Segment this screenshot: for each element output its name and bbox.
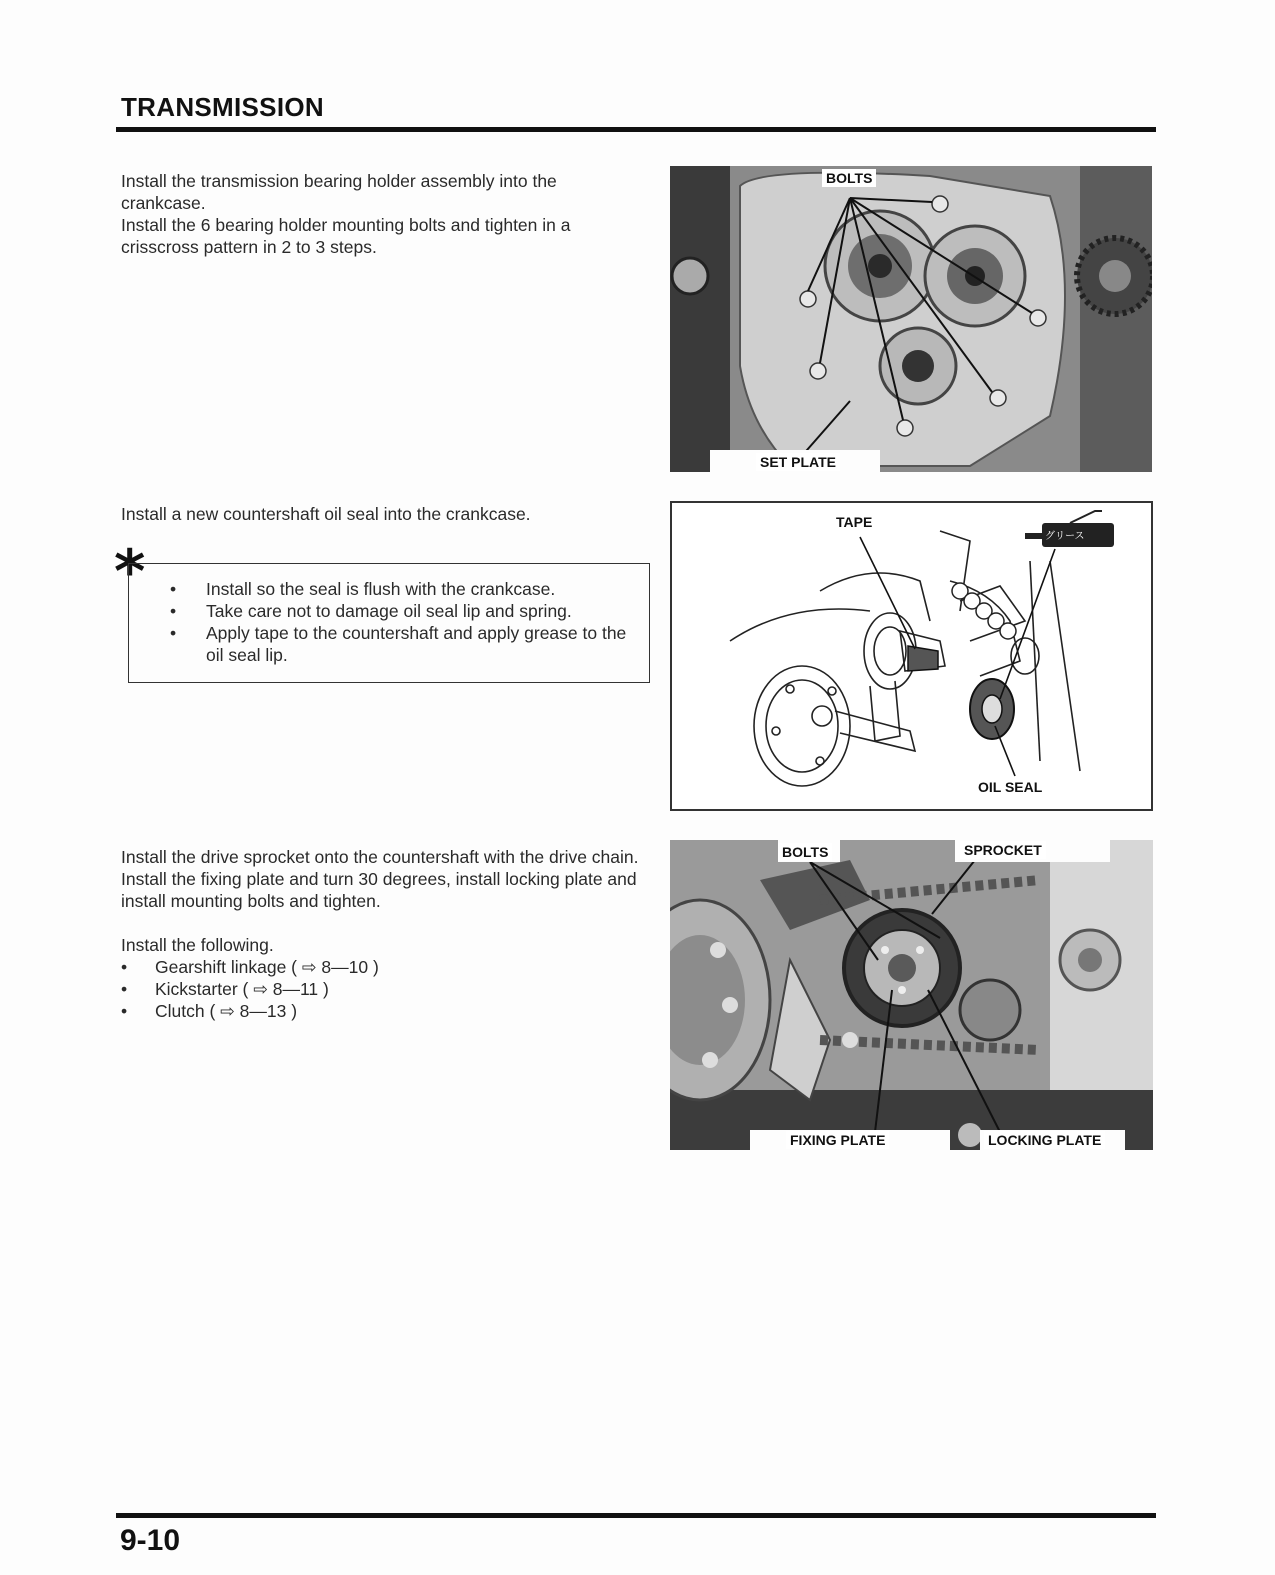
fixing-plate-label: FIXING PLATE xyxy=(786,1131,889,1149)
page-title: TRANSMISSION xyxy=(121,92,324,122)
grease-tube-text: グリース xyxy=(1045,531,1085,542)
section1-line-2: Install the 6 bearing holder mounting bolts and tighten in a crisscross pattern in 2 to 3 steps. xyxy=(121,215,571,257)
list-item: • Gearshift linkage ( ⇨ 8—10 ) xyxy=(121,956,641,978)
bolts-label: BOLTS xyxy=(778,843,832,861)
crankcase-bolts-photo xyxy=(670,166,1152,472)
section1-line-1: Install the transmission bearing holder assembly into the crankcase. xyxy=(121,171,557,213)
set-plate-label: SET PLATE xyxy=(756,453,840,471)
section2-intro: Install a new countershaft oil seal into the crankcase. xyxy=(121,504,531,524)
oil-seal-label: OIL SEAL xyxy=(974,778,1046,796)
list-item: • Kickstarter ( ⇨ 8—11 ) xyxy=(121,978,641,1000)
install-following-list xyxy=(121,956,641,1022)
list-item: • Clutch ( ⇨ 8—13 ) xyxy=(121,1000,641,1022)
install-following-label: Install the following. xyxy=(121,935,274,955)
header-rule xyxy=(116,127,1156,132)
section3-text xyxy=(121,846,641,1022)
section3-line-1: Install the drive sprocket onto the countershaft with the drive chain. xyxy=(121,847,639,867)
locking-plate-label: LOCKING PLATE xyxy=(984,1131,1105,1149)
note-item: • Apply tape to the countershaft and apply grease to the oil seal lip. xyxy=(170,622,645,666)
bolts-label: BOLTS xyxy=(822,169,876,187)
note-item: • Take care not to damage oil seal lip and spring. xyxy=(170,600,645,622)
section3-line-2: Install the fixing plate and turn 30 degrees, install locking plate and install mounting bolts and tighten. xyxy=(121,869,637,911)
oil-seal-diagram xyxy=(670,501,1153,811)
tape-label: TAPE xyxy=(832,513,876,531)
sprocket-label: SPROCKET xyxy=(960,841,1046,859)
note-item: • Install so the seal is flush with the crankcase. xyxy=(170,578,645,600)
drive-sprocket-photo xyxy=(670,840,1153,1150)
page-number: 9-10 xyxy=(120,1524,181,1557)
asterisk-note-icon: * xyxy=(114,537,146,607)
footer-rule xyxy=(116,1513,1156,1518)
note-list xyxy=(170,578,645,666)
section1-text xyxy=(121,170,621,258)
